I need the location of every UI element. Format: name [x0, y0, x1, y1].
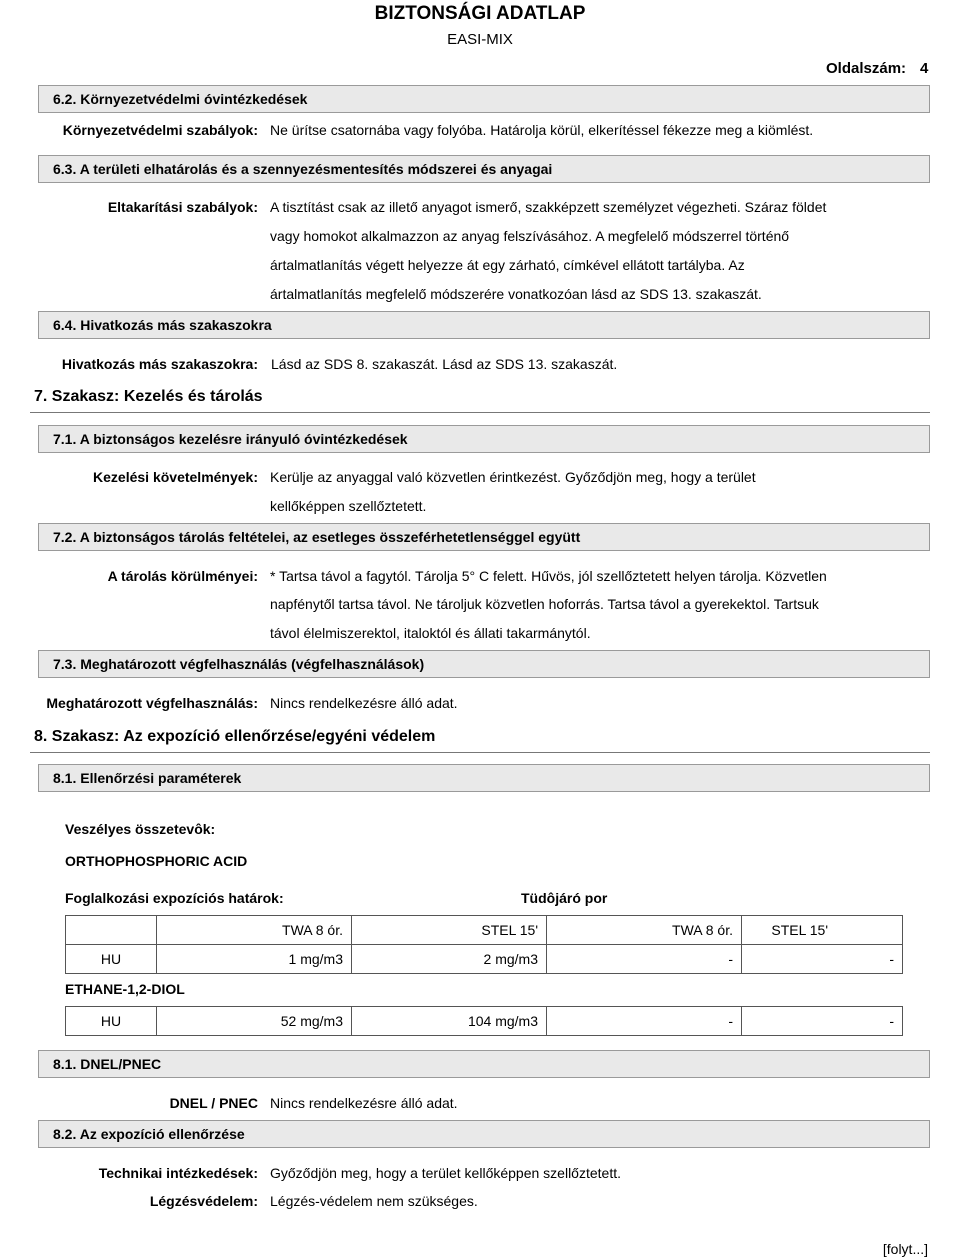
- table-cell: HU: [66, 945, 157, 974]
- section-6-4-heading: [38, 311, 930, 339]
- table-header-row: [66, 916, 903, 945]
- section-8-heading: 8. Szakasz: Az expozíció ellenőrzése/egyéni védelem: [34, 728, 436, 745]
- respiratory-protection-label: Légzésvédelem:: [149, 1193, 258, 1209]
- section-8-1-dnel-heading: [38, 1050, 930, 1078]
- table-header-cell: TWA 8 ór.: [157, 916, 352, 945]
- document-title: BIZTONSÁGI ADATLAP: [374, 3, 586, 24]
- section-8-1-title: 8.1. Ellenőrzési paraméterek: [53, 770, 242, 786]
- table-row: [66, 945, 903, 974]
- section-6-2-heading: [38, 85, 930, 113]
- substance-ethane-diol: ETHANE-1,2-DIOL: [65, 981, 185, 997]
- table-header-cell: STEL 15': [742, 916, 903, 945]
- cleanup-line-4: ártalmatlanítás megfelelő módszerére vonatkozóan lásd az SDS 13. szakaszát.: [270, 286, 762, 302]
- storage-label: A tárolás körülményei:: [107, 568, 258, 584]
- cleanup-rules-label: Eltakarítási szabályok:: [107, 199, 258, 215]
- respiratory-protection-text: Légzés-védelem nem szükséges.: [270, 1193, 478, 1209]
- page-number: 4: [920, 60, 929, 77]
- product-name: EASI-MIX: [447, 31, 513, 48]
- occupational-limits-label: Foglalkozási expozíciós határok:: [65, 890, 284, 906]
- storage-line-2: napfénytől tartsa távol. Ne tároljuk közvetlen hoforrás. Tartsa távol a gyerekektol. Tartsuk: [270, 596, 819, 612]
- section-6-2-title: 6.2. Környezetvédelmi óvintézkedések: [53, 91, 308, 107]
- table-cell: 52 mg/m3: [157, 1007, 352, 1036]
- handling-label: Kezelési követelmények:: [93, 469, 258, 485]
- section-7-3-title: 7.3. Meghatározott végfelhasználás (végfelhasználások): [53, 656, 425, 672]
- section-7-2-title: 7.2. A biztonságos tárolás feltételei, az esetleges összeférhetetlenséggel együtt: [53, 529, 581, 545]
- table-cell: [66, 916, 157, 945]
- section-7-rule: [30, 412, 930, 413]
- storage-line-3: távol élelmiszerektol, italoktól és állati takarmánytól.: [270, 625, 591, 641]
- end-use-label: Meghatározott végfelhasználás:: [46, 695, 258, 711]
- section-7-3-heading: [38, 650, 930, 678]
- table-row: [66, 1007, 903, 1036]
- env-rules-text: Ne ürítse csatornába vagy folyóba. Határolja körül, elkerítéssel fékezze meg a kiömlést.: [270, 122, 814, 138]
- exposure-limits-table-2: [65, 1006, 903, 1036]
- cleanup-line-2: vagy homokot alkalmazzon az anyag felszívásához. A megfelelő módszerrel történő: [270, 228, 790, 244]
- section-8-rule: [30, 752, 930, 753]
- reference-text: Lásd az SDS 8. szakaszát. Lásd az SDS 13. szakaszát.: [271, 356, 618, 372]
- table-header-cell: TWA 8 ór.: [547, 916, 742, 945]
- exposure-limits-table-1: [65, 915, 903, 974]
- handling-line-1: Kerülje az anyaggal való közvetlen érintkezést. Győződjön meg, hogy a terület: [270, 469, 756, 485]
- section-8-1-dnel-title: 8.1. DNEL/PNEC: [53, 1056, 162, 1072]
- env-rules-label: Környezetvédelmi szabályok:: [62, 122, 258, 138]
- table-cell: HU: [66, 1007, 157, 1036]
- cleanup-line-1: A tisztítást csak az illető anyagot ismerő, szakképzett személyzet végezheti. Száraz földet: [270, 199, 827, 215]
- storage-line-1: * Tartsa távol a fagytól. Tárolja 5° C felett. Hűvös, jól szellőztetett helyen tárolja. Közvetlen: [270, 568, 827, 584]
- table-cell: 1 mg/m3: [157, 945, 352, 974]
- table-cell: 2 mg/m3: [352, 945, 547, 974]
- reference-label: Hivatkozás más szakaszokra:: [61, 356, 258, 372]
- table-cell: -: [742, 945, 903, 974]
- section-6-4-title: 6.4. Hivatkozás más szakaszokra: [53, 317, 272, 333]
- handling-line-2: kellőképpen szellőztetett.: [270, 498, 427, 514]
- table-cell: 104 mg/m3: [352, 1007, 547, 1036]
- end-use-text: Nincs rendelkezésre álló adat.: [270, 695, 458, 711]
- dnel-pnec-label: DNEL / PNEC: [169, 1095, 258, 1111]
- substance-orthophosphoric-acid: ORTHOPHOSPHORIC ACID: [65, 853, 248, 869]
- cleanup-line-3: ártalmatlanítás végett helyezze át egy zárható, címkével ellátott tartályba. Az: [270, 257, 745, 273]
- respirable-dust-label: Tüdôjáró por: [521, 890, 608, 906]
- section-7-1-title: 7.1. A biztonságos kezelésre irányuló óvintézkedések: [53, 431, 408, 447]
- section-7-1-heading: [38, 425, 930, 453]
- hazardous-ingredients-label: Veszélyes összetevôk:: [65, 821, 216, 837]
- section-8-2-title: 8.2. Az expozíció ellenőrzése: [53, 1126, 245, 1142]
- technical-measures-label: Technikai intézkedések:: [98, 1165, 258, 1181]
- section-6-3-title: 6.3. A területi elhatárolás és a szennyezésmentesítés módszerei és anyagai: [53, 161, 553, 177]
- dnel-pnec-text: Nincs rendelkezésre álló adat.: [270, 1095, 458, 1111]
- table-cell: -: [547, 945, 742, 974]
- table-cell: -: [742, 1007, 903, 1036]
- table-cell: -: [547, 1007, 742, 1036]
- continued-marker: [folyt...]: [882, 1241, 928, 1257]
- section-8-2-heading: [38, 1120, 930, 1148]
- section-7-heading: 7. Szakasz: Kezelés és tárolás: [34, 388, 263, 405]
- section-6-3-heading: [38, 155, 930, 183]
- section-7-2-heading: [38, 523, 930, 551]
- page-number-label: Oldalszám:: [826, 60, 907, 77]
- table-header-cell: STEL 15': [352, 916, 547, 945]
- technical-measures-text: Győződjön meg, hogy a terület kellőképpen szellőztetett.: [270, 1165, 621, 1181]
- section-8-1-heading: [38, 764, 930, 792]
